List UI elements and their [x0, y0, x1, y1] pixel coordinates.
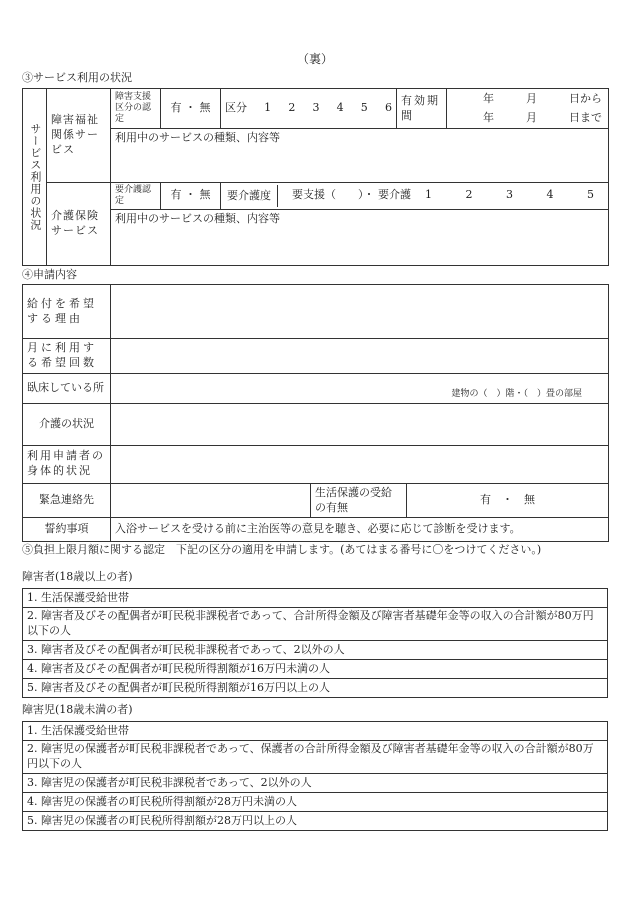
- care-support-text: 要支援（ ）・ 要介護: [292, 188, 411, 202]
- child-options-table: [22, 721, 608, 831]
- service-usage-table: [22, 88, 609, 266]
- pledge-text: 入浴サービスを受ける前に主治医等の意見を聴き、必要に応じて診断を受けます。: [111, 518, 609, 542]
- welfare-cert-label: 障害支援区分の認定: [111, 89, 161, 129]
- welfare-service-label: 障害福祉関係サービス: [47, 89, 111, 183]
- pledge-label: 誓約事項: [23, 518, 111, 542]
- care-level-2[interactable]: 2: [465, 188, 473, 202]
- welfare-cert-yes-no[interactable]: 有 ・ 無: [161, 89, 221, 129]
- welfare-class-6[interactable]: 6: [384, 101, 392, 115]
- child-option-1[interactable]: 1. 生活保護受給世帯: [23, 722, 608, 741]
- care-level-3[interactable]: 3: [506, 188, 513, 202]
- care-service-label: 介護保険サービス: [47, 183, 111, 266]
- welfare-class-2[interactable]: 2: [288, 101, 296, 115]
- care-status-label: 介護の状況: [23, 403, 111, 445]
- reason-field[interactable]: [111, 285, 609, 339]
- monthly-count-label: 月に利用する希望回数: [23, 339, 111, 374]
- bedroom-label: 臥床している所: [23, 373, 111, 403]
- care-level-label: 要介護度: [221, 185, 278, 207]
- child-option-2[interactable]: 2. 障害児の保護者が町民税非課税者であって、保護者の合計所得金額及び障害者基礎年金等の収入の合計額が80万円以下の人: [23, 741, 608, 774]
- care-level-cell[interactable]: [221, 183, 609, 210]
- welfare-class-3[interactable]: 3: [312, 101, 320, 115]
- welfare-receipt-label: 生活保護の受給の有無: [311, 483, 407, 518]
- child-option-3[interactable]: 3. 障害児の保護者が町民税非課税者であって、2以外の人: [23, 774, 608, 793]
- validity-period[interactable]: 年 月 日から 年 月 日まで: [447, 89, 609, 129]
- care-details-field[interactable]: 利用中のサービスの種類、内容等: [111, 209, 609, 265]
- monthly-count-field[interactable]: [111, 339, 609, 374]
- care-cert-yes-no[interactable]: 有 ・ 無: [161, 183, 221, 210]
- section3-heading: ③サービス利用の状況: [22, 71, 132, 84]
- welfare-class-4[interactable]: 4: [336, 101, 344, 115]
- child-option-5[interactable]: 5. 障害児の保護者の町民税所得割額が28万円以上の人: [23, 812, 608, 831]
- adult-option-2[interactable]: 2. 障害者及びその配偶者が町民税非課税者であって、合計所得金額及び障害者基礎年金等の収入の合計額が80万円以下の人: [23, 608, 608, 641]
- adult-option-4[interactable]: 4. 障害者及びその配偶者が町民税所得割額が16万円未満の人: [23, 660, 608, 679]
- care-level-4[interactable]: 4: [546, 188, 554, 202]
- care-cert-label: 要介護認定: [111, 183, 161, 210]
- welfare-class-1[interactable]: 1: [264, 101, 272, 115]
- welfare-receipt-yes-no[interactable]: 有 ・ 無: [407, 483, 609, 518]
- validity-label: 有効期間: [397, 89, 447, 129]
- care-level-5[interactable]: 5: [587, 188, 594, 202]
- care-level-1[interactable]: 1: [425, 188, 432, 202]
- section4-heading: ④申請内容: [22, 268, 77, 281]
- physical-condition-label: 利用申請者の身体的状況: [23, 445, 111, 483]
- reason-label: 給付を希望する理由: [23, 285, 111, 339]
- emergency-contact-label: 緊急連絡先: [23, 483, 111, 518]
- adult-option-5[interactable]: 5. 障害者及びその配偶者が町民税所得割額が16万円以上の人: [23, 679, 608, 698]
- bedroom-field[interactable]: [111, 373, 609, 403]
- welfare-class-label: 区分: [225, 101, 247, 115]
- child-category-title: 障害児(18歳未満の者): [22, 703, 133, 716]
- care-status-field[interactable]: [111, 403, 609, 445]
- application-table: [22, 284, 609, 542]
- physical-condition-field[interactable]: [111, 445, 609, 483]
- page-title: （裏）: [296, 52, 333, 66]
- service-usage-side-label: サービス利用の状況: [23, 89, 47, 266]
- welfare-details-field[interactable]: 利用中のサービスの種類、内容等: [111, 129, 609, 183]
- emergency-contact-field[interactable]: [111, 483, 311, 518]
- welfare-class-5[interactable]: 5: [360, 101, 368, 115]
- section5-heading: ⑤負担上限月額に関する認定 下記の区分の適用を申請します。(あてはまる番号に〇をつけてください。): [22, 543, 542, 556]
- adult-category-title: 障害者(18歳以上の者): [22, 570, 133, 583]
- welfare-class-cell[interactable]: [221, 89, 397, 129]
- adult-option-1[interactable]: 1. 生活保護受給世帯: [23, 589, 608, 608]
- adult-option-3[interactable]: 3. 障害者及びその配偶者が町民税非課税者であって、2以外の人: [23, 641, 608, 660]
- child-option-4[interactable]: 4. 障害児の保護者の町民税所得割額が28万円未満の人: [23, 793, 608, 812]
- bedroom-hint: 建物の（ ）階・（ ）畳の部屋: [451, 388, 582, 399]
- adult-options-table: [22, 588, 608, 698]
